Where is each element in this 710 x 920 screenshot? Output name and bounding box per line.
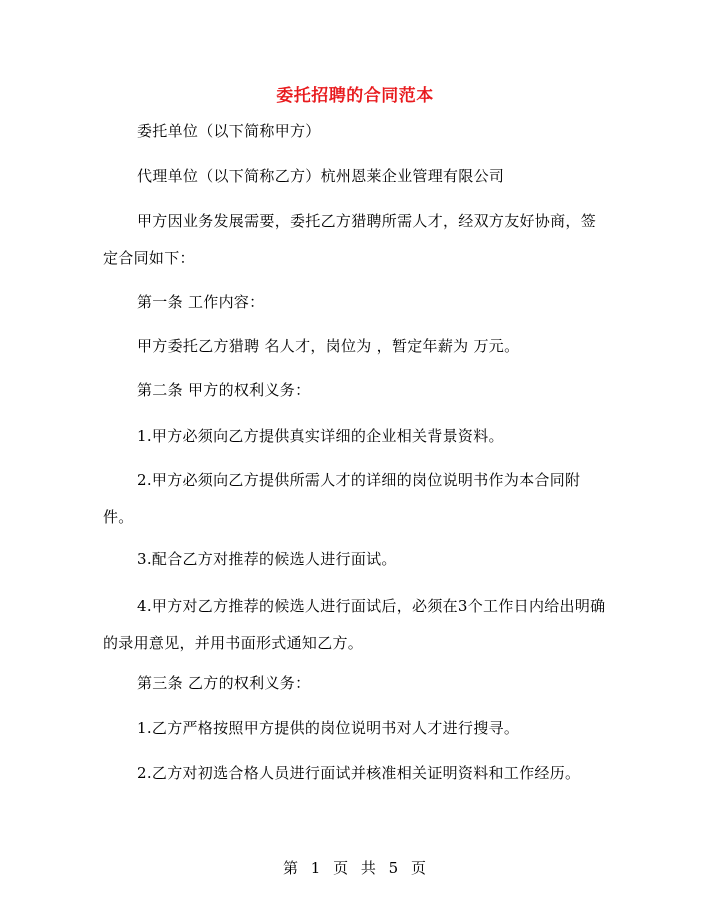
paragraph-intro — [103, 203, 608, 277]
paragraph-text: 3.配合乙方对推荐的候选人进行面试。 — [137, 550, 397, 568]
heading-article-2 — [103, 372, 608, 409]
heading-article-1 — [103, 284, 608, 321]
paragraph-client-unit — [103, 113, 608, 150]
paragraph-article-2-item-4 — [103, 588, 608, 662]
page-number: 第 1 页 共 5 页 — [283, 859, 427, 877]
document-title: 委托招聘的合同范本 — [276, 86, 434, 106]
paragraph-text: 2.乙方对初选合格人员进行面试并核准相关证明资料和工作经历。 — [137, 764, 581, 782]
paragraph-article-2-item-2 — [103, 462, 608, 536]
paragraph-text: 第一条 工作内容： — [137, 293, 265, 311]
paragraph-article-2-item-3 — [103, 541, 608, 578]
paragraph-article-3-item-2 — [103, 755, 608, 792]
paragraph-agent-unit — [103, 158, 608, 195]
paragraph-text: 2.甲方必须向乙方提供所需人才的详细的岗位说明书作为本合同附件。 — [103, 471, 581, 526]
paragraph-text: 甲方因业务发展需要，委托乙方猎聘所需人才，经双方友好协商，签定合同如下： — [103, 212, 597, 267]
paragraph-text: 代理单位（以下简称乙方）杭州恩莱企业管理有限公司 — [137, 167, 505, 185]
paragraph-article-2-item-1 — [103, 418, 608, 455]
paragraph-article-3-item-1 — [103, 710, 608, 747]
paragraph-article-1-content — [103, 328, 608, 365]
heading-article-3 — [103, 665, 608, 702]
paragraph-text: 1.乙方严格按照甲方提供的岗位说明书对人才进行搜寻。 — [137, 719, 520, 737]
paragraph-text: 甲方委托乙方猎聘 名人才，岗位为 ，暂定年薪为 万元。 — [137, 337, 520, 355]
paragraph-text: 委托单位（以下简称甲方） — [137, 122, 321, 140]
paragraph-text: 4.甲方对乙方推荐的候选人进行面试后，必须在3个工作日内给出明确的录用意见，并用书面形式通知乙方。 — [103, 597, 606, 652]
paragraph-text: 1.甲方必须向乙方提供真实详细的企业相关背景资料。 — [137, 427, 504, 445]
paragraph-text: 第三条 乙方的权利义务： — [137, 674, 311, 692]
paragraph-text: 第二条 甲方的权利义务： — [137, 381, 311, 399]
